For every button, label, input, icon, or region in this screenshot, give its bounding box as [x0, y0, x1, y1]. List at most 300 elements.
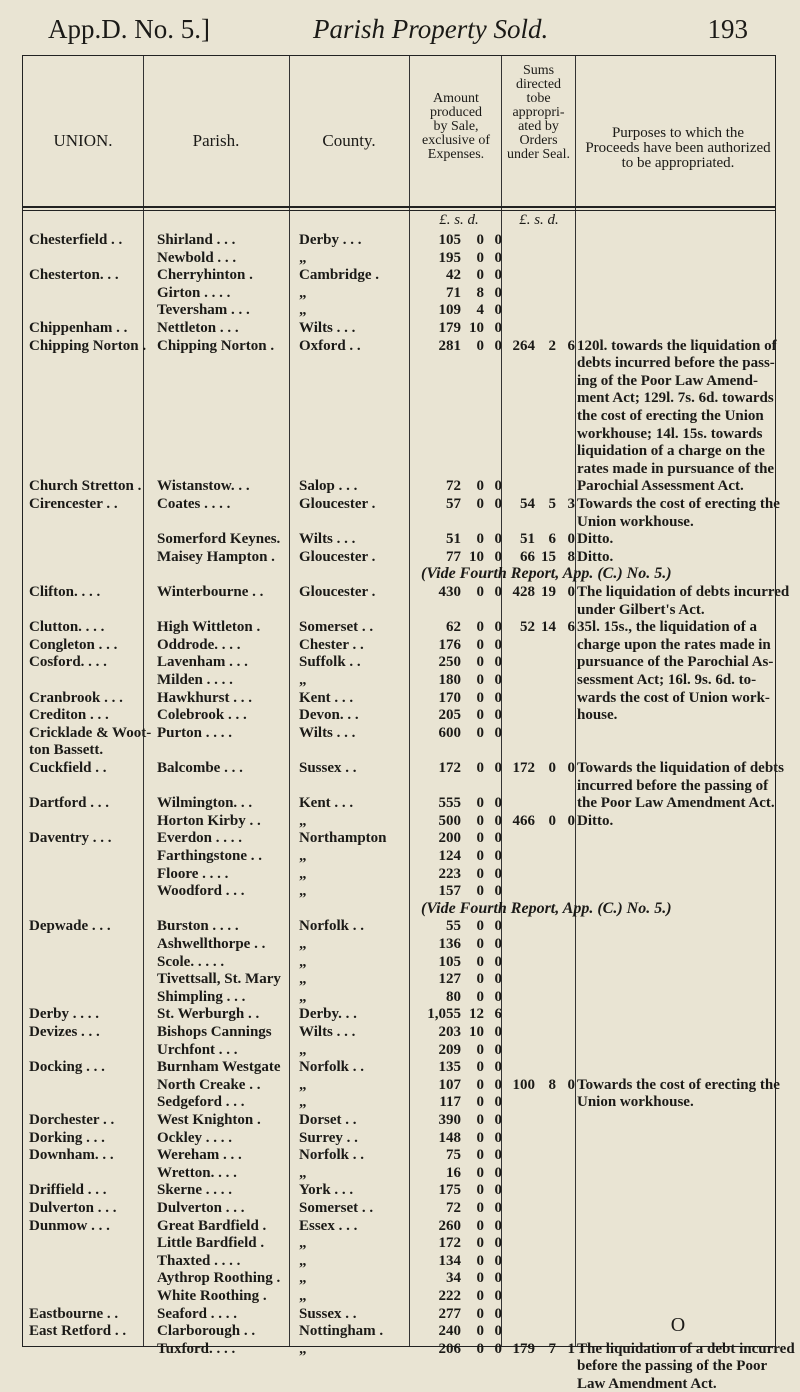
county-cell: „ — [299, 848, 307, 864]
purpose-line: liquidation of a charge on the — [577, 443, 765, 460]
amount-pounds: 209 — [438, 1041, 461, 1058]
county-cell: „ — [299, 1288, 307, 1304]
table-row — [23, 707, 775, 723]
directed-pence: 0 — [567, 812, 575, 829]
amount-header-line: Amount — [433, 91, 479, 106]
parish-cell: Sedgeford . . . — [157, 1094, 245, 1111]
parish-cell: Balcombe . . . — [157, 760, 243, 776]
amount-pence: 0 — [494, 812, 502, 829]
purpose-line: Towards the cost of erecting the — [577, 496, 780, 512]
purpose-line: workhouse; 14l. 15s. towards — [577, 425, 763, 442]
running-head — [48, 14, 748, 44]
amount-shillings: 0 — [476, 936, 484, 952]
amount-pounds: 42 — [446, 267, 461, 284]
amount-pence: 0 — [494, 531, 502, 548]
amount-pounds: 600 — [438, 724, 461, 741]
amount-pounds: 77 — [446, 548, 461, 565]
purpose-line: ing of the Poor Law Amend- — [577, 372, 758, 389]
amount-shillings: 0 — [476, 953, 484, 970]
parish-cell: Winterbourne . . — [157, 584, 264, 600]
union-cell: Cuckfield . . — [29, 760, 107, 776]
union-cell: Devizes . . . — [29, 1024, 100, 1040]
county-cell: Northampton — [299, 830, 387, 847]
amount-pence: 0 — [494, 619, 502, 636]
amount-pence: 0 — [494, 953, 502, 970]
purpose-line: The liquidation of a debt incurred — [577, 1340, 795, 1357]
table-row — [23, 742, 775, 758]
county-cell: „ — [299, 1076, 307, 1093]
footer-signature: O — [670, 1314, 686, 1336]
parish-cell: Scole. . . . . — [157, 953, 225, 970]
directed-shillings: 0 — [548, 812, 556, 829]
amount-pence: 0 — [494, 548, 502, 565]
parish-cell: Lavenham . . . — [157, 654, 248, 671]
union-cell: Church Stretton . — [29, 478, 142, 495]
directed-pounds: 264 — [512, 337, 535, 354]
table-row — [23, 232, 775, 248]
amount-pounds: 281 — [438, 337, 461, 354]
header-union: UNION. — [53, 131, 113, 150]
table-row — [23, 1182, 775, 1198]
amount-pence: 0 — [494, 267, 502, 284]
amount-pounds: 75 — [446, 1147, 461, 1164]
directed-shillings: 5 — [548, 496, 556, 512]
directed-shillings: 2 — [548, 337, 556, 354]
parish-cell: Everdon . . . . — [157, 830, 243, 847]
parish-cell: Clarborough . . — [157, 1323, 256, 1340]
county-cell: „ — [299, 971, 307, 988]
amount-pounds: 206 — [438, 1340, 461, 1357]
table-row — [23, 1235, 775, 1251]
union-cell: Derby . . . . — [29, 1006, 99, 1023]
parish-cell: Chipping Norton . — [157, 337, 275, 354]
directed-pounds: 66 — [520, 548, 535, 565]
table-row — [23, 250, 775, 266]
county-cell: „ — [299, 1041, 307, 1058]
parish-cell: Oddrode. . . . — [157, 636, 241, 653]
directed-pounds: 466 — [512, 812, 535, 829]
amount-shillings: 10 — [469, 1024, 484, 1040]
amount-pounds: 250 — [438, 654, 461, 671]
amount-shillings: 0 — [476, 812, 484, 829]
directed-pence: 0 — [567, 1076, 575, 1093]
sums-header-line: directed — [515, 77, 562, 92]
amount-pounds: 71 — [446, 284, 461, 301]
amount-shillings: 0 — [476, 830, 484, 847]
parish-cell: Newbold . . . — [157, 249, 237, 266]
county-cell: „ — [299, 865, 307, 882]
amount-pounds: 16 — [446, 1164, 461, 1181]
amount-pounds: 148 — [438, 1129, 461, 1146]
directed-shillings: 6 — [548, 531, 556, 548]
table-row — [23, 1059, 775, 1075]
table-row — [23, 918, 775, 934]
county-cell: Norfolk . . — [299, 1059, 364, 1076]
appendix-label: App.D. No. 5.] — [48, 14, 210, 44]
purposes-header-line: to be appropriated. — [621, 155, 735, 171]
header-rule — [23, 206, 775, 208]
union-cell: Docking . . . — [29, 1059, 105, 1076]
purpose-line: Ditto. — [577, 531, 614, 548]
county-cell: „ — [299, 1164, 307, 1181]
directed-pounds: 52 — [520, 619, 535, 636]
table-row — [23, 1094, 775, 1110]
parish-cell: Woodford . . . — [157, 883, 245, 900]
table-row — [23, 883, 775, 899]
table-row — [23, 848, 775, 864]
purpose-line: Union workhouse. — [577, 513, 694, 530]
amount-pence: 0 — [494, 865, 502, 882]
table-body — [23, 232, 795, 1392]
parish-cell: St. Werburgh . . — [157, 1006, 260, 1023]
amount-shillings: 0 — [476, 1129, 484, 1146]
amount-pence: 0 — [494, 496, 502, 512]
amount-pence: 0 — [494, 1182, 502, 1199]
union-cell: Cricklade & Woot- — [29, 724, 152, 741]
amount-pounds: 195 — [438, 249, 461, 266]
directed-pounds: 54 — [520, 496, 535, 512]
parish-cell: Aythrop Roothing . — [157, 1270, 281, 1287]
table-row — [23, 813, 775, 829]
amount-pounds: 500 — [438, 812, 461, 829]
table-row — [23, 954, 775, 970]
table-row — [23, 1270, 775, 1286]
table-caption-row — [23, 566, 775, 582]
parish-cell: Horton Kirby . . — [157, 812, 261, 829]
amount-shillings: 0 — [476, 689, 484, 706]
amount-pounds: 135 — [438, 1059, 461, 1076]
parish-cell: Hawkhurst . . . — [157, 689, 253, 706]
amount-pence: 0 — [494, 724, 502, 741]
purpose-line: The liquidation of debts incurred — [577, 584, 790, 600]
amount-pence: 0 — [494, 1340, 502, 1357]
county-cell: Kent . . . — [299, 689, 354, 706]
union-cell: Depwade . . . — [29, 918, 111, 935]
sums-header-line: appropri- — [512, 105, 565, 120]
county-cell: Essex . . . — [299, 1217, 358, 1234]
amount-pence: 0 — [494, 689, 502, 706]
county-cell: Gloucester . — [299, 496, 376, 512]
amount-pounds: 117 — [439, 1094, 461, 1111]
county-cell: Sussex . . — [299, 760, 357, 776]
directed-pence: 6 — [567, 619, 575, 636]
union-cell: ton Bassett. — [29, 742, 104, 759]
county-cell: Chester . . — [299, 636, 364, 653]
parish-cell: Little Bardfield . — [157, 1235, 265, 1252]
header-sums-directed — [502, 64, 575, 162]
parish-cell: Urchfont . . . — [157, 1041, 238, 1058]
parish-cell: Tivettsall, St. Mary — [157, 971, 281, 988]
amount-pounds: 51 — [446, 531, 461, 548]
amount-pence: 0 — [494, 1112, 502, 1128]
amount-pence: 0 — [494, 249, 502, 266]
amount-pence: 0 — [494, 1323, 502, 1340]
parish-cell: Wistanstow. . . — [157, 478, 250, 495]
amount-shillings: 0 — [476, 1041, 484, 1058]
amount-pounds: 1,055 — [427, 1006, 461, 1023]
parish-cell: Burnham Westgate — [157, 1059, 281, 1076]
sums-header-line: Sums — [522, 63, 555, 78]
directed-pence: 0 — [567, 584, 575, 600]
amount-shillings: 0 — [476, 1252, 484, 1269]
directed-pounds: 51 — [520, 531, 535, 548]
amount-shillings: 12 — [469, 1006, 484, 1023]
amount-shillings: 0 — [476, 267, 484, 284]
amount-shillings: 0 — [476, 918, 484, 935]
amount-pounds: 107 — [438, 1076, 461, 1093]
purpose-line: Towards the liquidation of debts — [577, 760, 784, 776]
directed-shillings: 0 — [548, 760, 556, 776]
amount-shillings: 0 — [476, 1235, 484, 1252]
amount-shillings: 0 — [476, 496, 484, 512]
union-cell: Chippenham . . — [29, 320, 128, 336]
county-cell: „ — [299, 1235, 307, 1252]
amount-pounds: 222 — [438, 1288, 461, 1304]
amount-pounds: 72 — [446, 478, 461, 495]
purpose-line: 120l. towards the liquidation of — [577, 337, 777, 354]
county-cell: Cambridge . — [299, 267, 379, 284]
amount-shillings: 0 — [476, 724, 484, 741]
amount-pounds: 72 — [446, 1200, 461, 1216]
union-cell: Cosford. . . . — [29, 654, 107, 671]
county-cell: „ — [299, 249, 307, 266]
directed-pence: 0 — [567, 760, 575, 776]
union-cell: Congleton . . . — [29, 636, 118, 653]
page-title: Parish Property Sold. — [313, 14, 549, 44]
table-row — [23, 725, 775, 741]
amount-shillings: 10 — [469, 320, 484, 336]
parish-property-table — [22, 55, 795, 1392]
amount-shillings: 0 — [476, 865, 484, 882]
county-cell: York . . . — [299, 1182, 354, 1199]
amount-pence: 0 — [494, 848, 502, 864]
amount-shillings: 0 — [476, 478, 484, 495]
county-cell: „ — [299, 883, 307, 900]
amount-shillings: 0 — [476, 636, 484, 653]
county-cell: Gloucester . — [299, 548, 376, 565]
purpose-line: wards the cost of Union work- — [577, 689, 770, 706]
parish-cell: Cherryhinton . — [157, 267, 253, 284]
sums-header-line: under Seal. — [507, 147, 570, 162]
currency-header-amount: £. s. d. — [439, 212, 479, 228]
union-cell: Dorking . . . — [29, 1129, 105, 1146]
parish-cell: Maisey Hampton . — [157, 548, 275, 565]
header-rule — [23, 210, 775, 211]
county-cell: Derby. . . — [299, 1006, 357, 1023]
amount-pence: 0 — [494, 232, 502, 248]
amount-shillings: 0 — [476, 654, 484, 671]
amount-pounds: 105 — [438, 953, 461, 970]
parish-cell: Ockley . . . . — [157, 1129, 232, 1146]
amount-shillings: 10 — [469, 548, 484, 565]
amount-pounds: 172 — [438, 1235, 461, 1252]
amount-pence: 0 — [494, 584, 502, 600]
county-cell: „ — [299, 1252, 307, 1269]
parish-cell: Girton . . . . — [157, 284, 231, 301]
union-cell: Driffield . . . — [29, 1182, 107, 1199]
amount-header-line: exclusive of — [421, 133, 491, 148]
directed-pence: 1 — [567, 1340, 575, 1357]
union-cell: Cirencester . . — [29, 496, 118, 512]
county-cell: „ — [299, 1094, 307, 1111]
union-cell: Daventry . . . — [29, 830, 112, 847]
parish-cell: Skerne . . . . — [157, 1182, 232, 1199]
table-row — [23, 866, 775, 882]
amount-pence: 6 — [494, 1006, 502, 1023]
amount-pence: 0 — [494, 1305, 502, 1322]
amount-shillings: 0 — [476, 249, 484, 266]
amount-pounds: 430 — [438, 584, 461, 600]
directed-pounds: 100 — [512, 1076, 535, 1093]
table-row — [23, 1288, 775, 1304]
amount-pence: 0 — [494, 1024, 502, 1040]
table-row — [23, 1112, 775, 1128]
amount-pence: 0 — [494, 830, 502, 847]
county-cell: „ — [299, 812, 307, 829]
county-cell: „ — [299, 953, 307, 970]
amount-pence: 0 — [494, 636, 502, 653]
amount-pounds: 62 — [446, 619, 461, 636]
table-row — [23, 1006, 775, 1022]
amount-shillings: 0 — [476, 1094, 484, 1111]
purpose-line: Union workhouse. — [577, 1094, 694, 1111]
parish-cell: Shirland . . . — [157, 232, 236, 248]
amount-shillings: 0 — [476, 1340, 484, 1357]
county-cell: Sussex . . — [299, 1305, 357, 1322]
table-row — [23, 1340, 795, 1392]
purpose-line: house. — [577, 707, 618, 724]
amount-pence: 0 — [494, 302, 502, 319]
table-row — [23, 584, 790, 618]
amount-pounds: 55 — [446, 918, 461, 935]
parish-cell: Bishops Cannings — [157, 1024, 272, 1040]
amount-pence: 0 — [494, 971, 502, 988]
parish-cell: Floore . . . . — [157, 865, 229, 882]
amount-shillings: 0 — [476, 1288, 484, 1304]
table-row — [23, 1130, 775, 1146]
parish-cell: Nettleton . . . — [157, 320, 239, 336]
union-cell: Clutton. . . . — [29, 619, 105, 636]
directed-pence: 0 — [567, 531, 575, 548]
parish-cell: Seaford . . . . — [157, 1305, 237, 1322]
amount-pence: 0 — [494, 1235, 502, 1252]
currency-header-sums: £. s. d. — [519, 212, 559, 228]
amount-header-line: produced — [429, 105, 483, 120]
amount-pence: 0 — [494, 918, 502, 935]
county-cell: „ — [299, 1270, 307, 1287]
amount-shillings: 4 — [476, 302, 484, 319]
amount-pounds: 109 — [438, 302, 461, 319]
county-cell: „ — [299, 1340, 307, 1357]
amount-pounds: 179 — [438, 320, 461, 336]
parish-cell: Wretton. . . . — [157, 1164, 237, 1181]
amount-shillings: 0 — [476, 848, 484, 864]
county-cell: Nottingham . — [299, 1323, 384, 1340]
amount-shillings: 0 — [476, 1200, 484, 1216]
union-cell: East Retford . . — [29, 1323, 127, 1340]
amount-pence: 0 — [494, 1094, 502, 1111]
parish-cell: Shimpling . . . — [157, 988, 246, 1005]
amount-shillings: 0 — [476, 337, 484, 354]
directed-pence: 8 — [567, 548, 575, 565]
amount-pounds: 223 — [438, 865, 461, 882]
parish-cell: Dulverton . . . — [157, 1200, 245, 1216]
table-row — [23, 672, 775, 688]
amount-pounds: 136 — [438, 936, 461, 952]
sums-header-line: ated by — [518, 119, 559, 134]
union-cell: Chesterton. . . — [29, 267, 119, 284]
parish-cell: Coates . . . . — [157, 496, 231, 512]
amount-pence: 0 — [494, 760, 502, 776]
purpose-line: charge upon the rates made in — [577, 636, 771, 653]
amount-header-line: by Sale, — [433, 119, 479, 134]
amount-shillings: 0 — [476, 672, 484, 688]
purpose-line: 35l. 15s., the liquidation of a — [577, 619, 758, 636]
amount-pounds: 57 — [446, 496, 461, 512]
directed-pence: 6 — [567, 337, 575, 354]
purpose-line: debts incurred before the pass- — [577, 355, 775, 372]
amount-pence: 0 — [494, 988, 502, 1005]
table-row — [23, 1042, 775, 1058]
amount-pence: 0 — [494, 1217, 502, 1234]
amount-pence: 0 — [494, 883, 502, 900]
amount-pence: 0 — [494, 320, 502, 336]
table-row — [23, 267, 775, 283]
amount-pence: 0 — [494, 284, 502, 301]
amount-pence: 0 — [494, 936, 502, 952]
header-amount — [411, 92, 501, 162]
amount-pounds: 170 — [438, 689, 461, 706]
amount-pounds: 80 — [446, 988, 461, 1005]
parish-cell: Colebrook . . . — [157, 707, 247, 724]
union-cell: Dulverton . . . — [29, 1200, 117, 1216]
amount-shillings: 0 — [476, 971, 484, 988]
directed-shillings: 19 — [541, 584, 556, 600]
purpose-line: pursuance of the Parochial As- — [577, 654, 774, 671]
county-cell: Gloucester . — [299, 584, 376, 600]
amount-pounds: 555 — [438, 795, 461, 812]
amount-pounds: 260 — [438, 1217, 461, 1234]
amount-pence: 0 — [494, 337, 502, 354]
purpose-line: Towards the cost of erecting the — [577, 1076, 780, 1093]
union-cell: Crediton . . . — [29, 707, 109, 724]
county-cell: Wilts . . . — [299, 724, 356, 741]
purpose-line: under Gilbert's Act. — [577, 601, 705, 618]
amount-pence: 0 — [494, 707, 502, 724]
county-cell: Oxford . . — [299, 337, 361, 354]
amount-pence: 0 — [494, 1059, 502, 1076]
purpose-line: Law Amendment Act. — [577, 1375, 717, 1392]
table-row — [23, 989, 775, 1005]
parish-cell: Ashwellthorpe . . — [157, 936, 266, 952]
amount-pence: 0 — [494, 672, 502, 688]
county-cell: Wilts . . . — [299, 320, 356, 336]
county-cell: „ — [299, 672, 307, 688]
header-county: County. — [322, 131, 376, 150]
county-cell: Wilts . . . — [299, 1024, 356, 1040]
county-cell: Somerset . . — [299, 619, 374, 636]
union-cell: Clifton. . . . — [29, 584, 101, 600]
county-cell: „ — [299, 284, 307, 301]
directed-shillings: 14 — [541, 619, 556, 636]
table-row — [23, 971, 775, 987]
amount-shillings: 0 — [476, 1182, 484, 1199]
purpose-line: sessment Act; 16l. 9s. 6d. to- — [577, 671, 757, 688]
parish-cell: North Creake . . — [157, 1076, 261, 1093]
amount-shillings: 0 — [476, 584, 484, 600]
county-cell: „ — [299, 936, 307, 952]
amount-shillings: 0 — [476, 1059, 484, 1076]
